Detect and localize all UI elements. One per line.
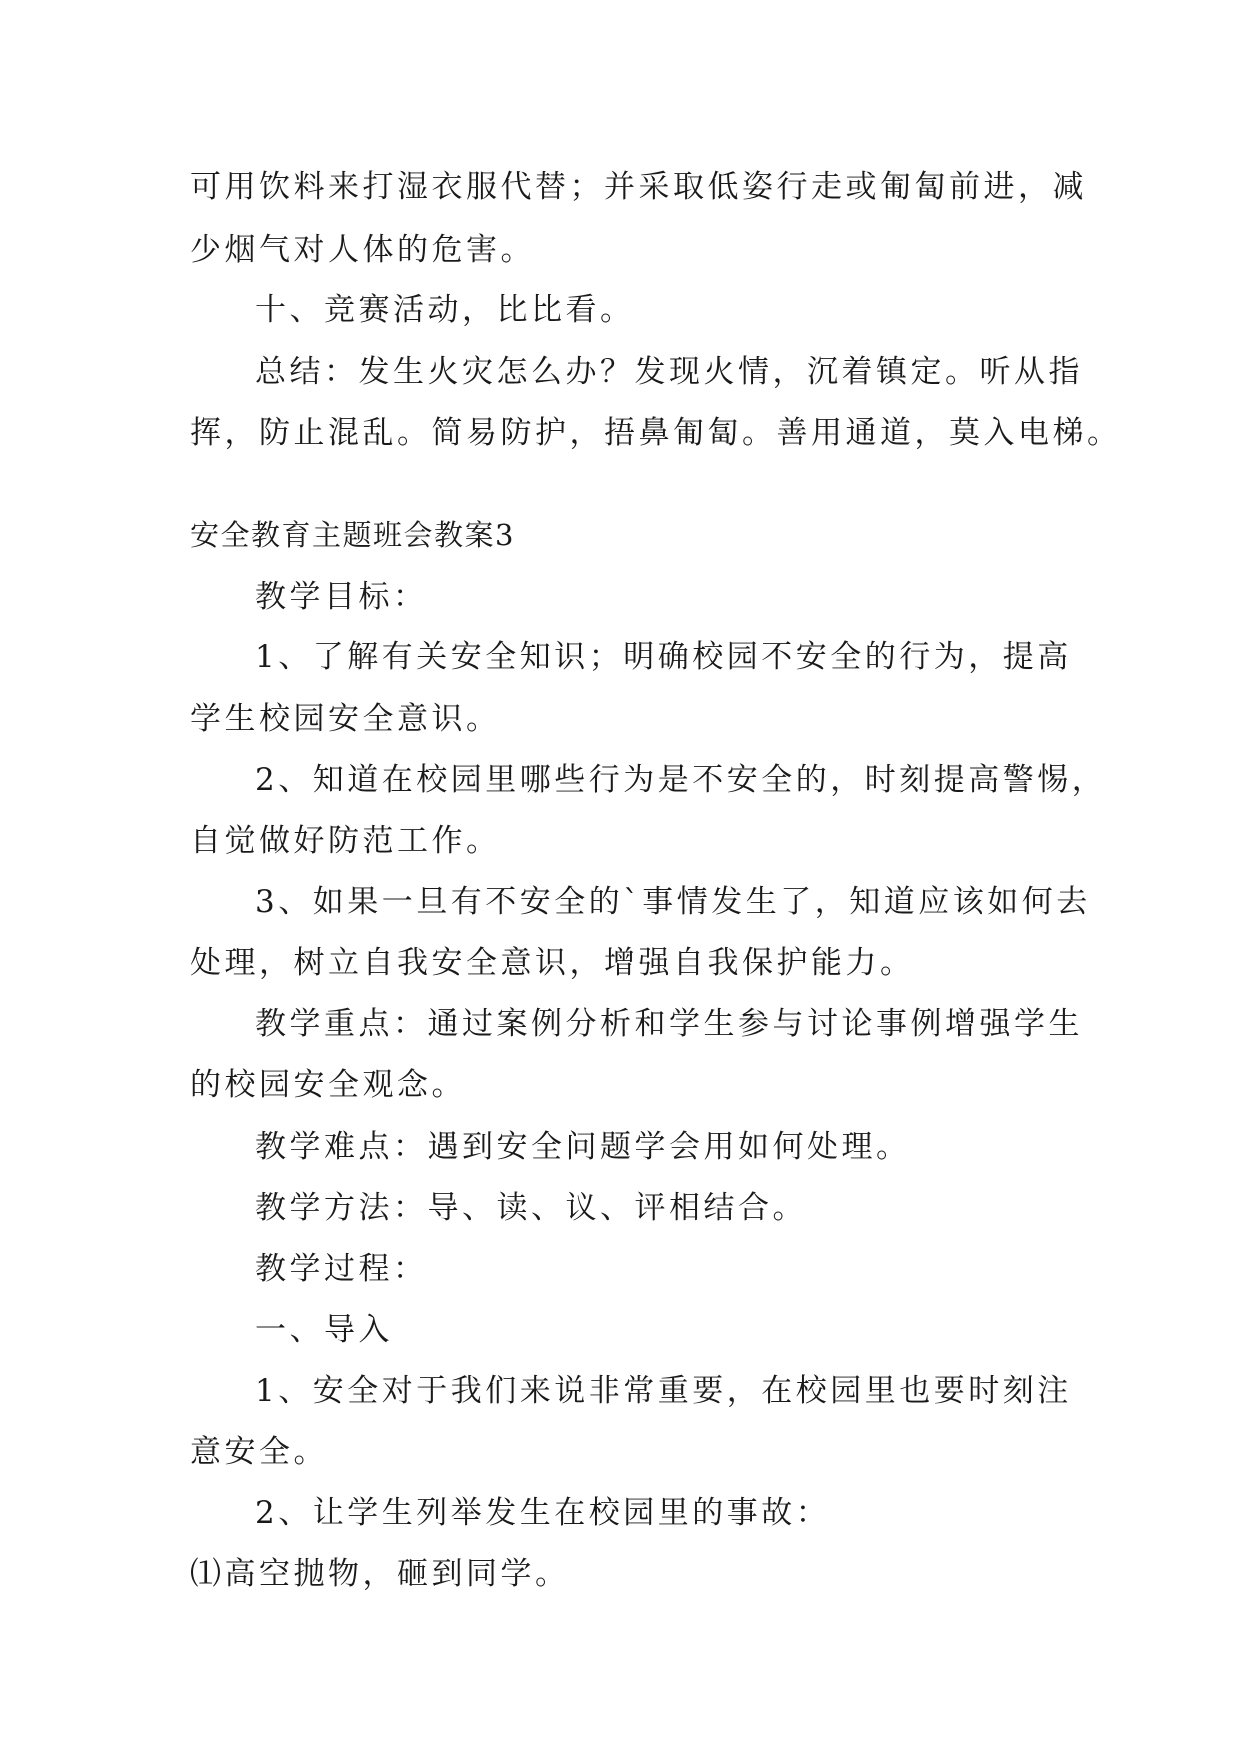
paragraph-line: 挥，防止混乱。简易防护，捂鼻匍匐。善用通道，莫入电梯。 [190, 415, 1122, 451]
paragraph-line: 十、竞赛活动，比比看。 [255, 292, 635, 328]
paragraph-line: 一、导入 [255, 1312, 393, 1348]
paragraph-line: ⑴高空抛物，砸到同学。 [190, 1556, 570, 1592]
paragraph-line: 2、让学生列举发生在校园里的事故： [255, 1495, 831, 1531]
paragraph-line: 总结：发生火灾怎么办？发现火情，沉着镇定。听从指 [255, 354, 1083, 390]
paragraph-line: 教学目标： [255, 579, 428, 615]
paragraph-line: 3、如果一旦有不安全的`事情发生了，知道应该如何去 [255, 884, 1091, 920]
paragraph-line: 1、了解有关安全知识；明确校园不安全的行为，提高 [255, 639, 1072, 675]
paragraph-line: 2、知道在校园里哪些行为是不安全的，时刻提高警惕， [255, 762, 1107, 798]
paragraph-line: 自觉做好防范工作。 [190, 823, 501, 859]
paragraph-line: 意安全。 [190, 1434, 328, 1470]
paragraph-line: 可用饮料来打湿衣服代替；并采取低姿行走或匍匐前进，减 [190, 169, 1087, 205]
paragraph-line: 教学重点：通过案例分析和学生参与讨论事例增强学生 [255, 1006, 1083, 1042]
paragraph-line: 1、安全对于我们来说非常重要，在校园里也要时刻注 [255, 1373, 1072, 1409]
paragraph-line: 少烟气对人体的危害。 [190, 232, 535, 268]
paragraph-line: 的校园安全观念。 [190, 1067, 466, 1103]
section-title: 安全教育主题班会教案3 [190, 518, 515, 552]
paragraph-line: 教学难点：遇到安全问题学会用如何处理。 [255, 1129, 911, 1165]
paragraph-line: 教学方法：导、读、议、评相结合。 [255, 1190, 807, 1226]
paragraph-line: 教学过程： [255, 1251, 428, 1287]
paragraph-line: 处理，树立自我安全意识，增强自我保护能力。 [190, 945, 915, 981]
paragraph-line: 学生校园安全意识。 [190, 701, 501, 737]
